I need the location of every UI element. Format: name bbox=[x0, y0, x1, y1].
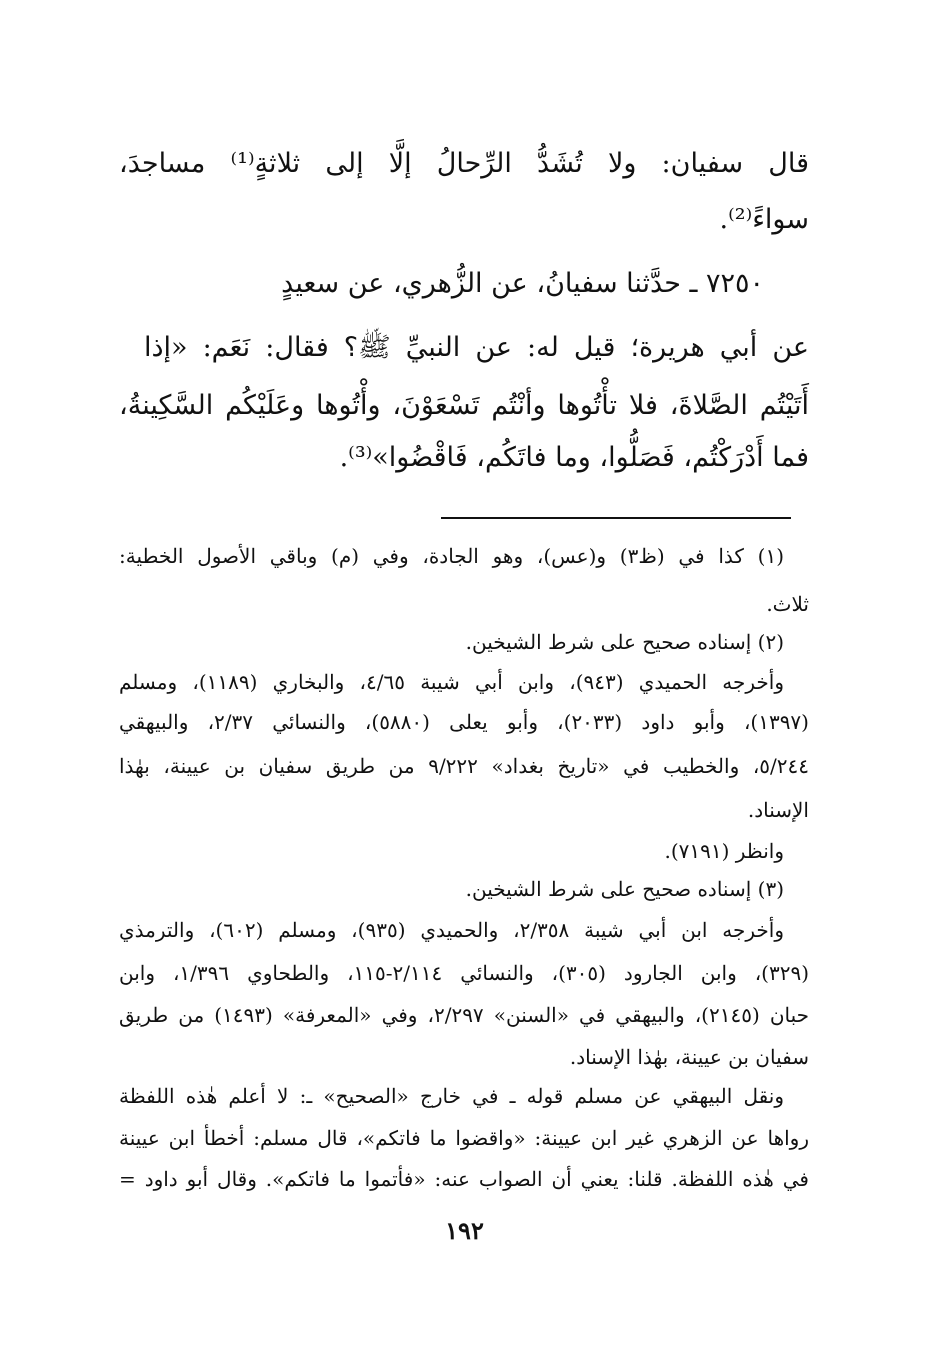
footnote-line: (٣٢٩)، وابن الجارود (٣٠٥)، والنسائي ٢/١١٤-١١٥، والطحاوي ١/٣٩٦، وابن bbox=[119, 961, 809, 985]
main-text-line: أَتَيْتُم الصَّلاةَ، فلا تأْتُوها وأنْتُم تَسْعَوْنَ، وأْتُوها وعَلَيْكُم السَّكِينةُ، bbox=[119, 390, 809, 421]
footnote-line: (٢) إسناده صحيح على شرط الشيخين. bbox=[465, 630, 784, 654]
footnote-line: وأخرجه ابن أبي شيبة ٢/٣٥٨، والحميدي (٩٣٥)، ومسلم (٦٠٢)، والترمذي bbox=[119, 918, 785, 942]
main-text-line: سواءً⁽²⁾. bbox=[719, 204, 809, 235]
hadith-number-line: ٧٢٥٠ ـ حدَّثنا سفيانُ، عن الزُّهري، عن سعيدٍ bbox=[281, 268, 764, 299]
footnote-line: وأخرجه الحميدي (٩٤٣)، وابن أبي شيبة ٤/٦٥، والبخاري (١١٨٩)، ومسلم bbox=[119, 670, 785, 694]
footnote-line: سفيان بن عيينة، بهٰذا الإسناد. bbox=[569, 1045, 809, 1069]
footnote-line: في هٰذه اللفظة. قلنا: يعني أن الصواب عنه: «فأتموا ما فاتكم». وقال أبو داود = bbox=[119, 1167, 809, 1191]
footnote-line: ثلاث. bbox=[766, 592, 809, 616]
main-text-line: قال سفيان: ولا تُشَدُّ الرِّحالُ إلَّا إلى ثلاثةٍ⁽¹⁾ مساجدَ، bbox=[119, 148, 809, 179]
page-number: ١٩٢ bbox=[445, 1216, 484, 1245]
footnote-line: ونقل البيهقي عن مسلم قوله ـ في خارج «الصحيح» ـ: لا أعلم هٰذه اللفظة bbox=[119, 1084, 784, 1108]
main-text-line: عن أبي هريرة؛ قيل له: عن النبيِّ ﷺ؟ فقال: نَعَم: «إذا bbox=[144, 332, 809, 363]
footnote-line: ٥/٢٤٤، والخطيب في «تاريخ بغداد» ٩/٢٢٢ من طريق سفيان بن عيينة، بهٰذا bbox=[119, 754, 809, 778]
main-text-line: فما أَدْرَكْتُم، فَصَلُّوا، وما فاتَكُم، فَاقْضُوا»⁽³⁾. bbox=[339, 442, 809, 473]
footnote-line: (١) كذا في (ظ٣) و(عس)، وهو الجادة، وفي (م) وباقي الأصول الخطية: bbox=[119, 544, 785, 568]
footnote-separator bbox=[441, 517, 791, 519]
footnote-line: رواها عن الزهري غير ابن عيينة: «واقضوا ما فاتكم»، قال مسلم: أخطأ ابن عيينة bbox=[119, 1126, 809, 1150]
footnote-line: الإسناد. bbox=[747, 798, 809, 822]
footnote-line: (١٣٩٧)، وأبو داود (٢٠٣٣)، وأبو يعلى (٥٨٨٠)، والنسائي ٢/٣٧، والبيهقي bbox=[119, 710, 809, 734]
footnote-line: (٣) إسناده صحيح على شرط الشيخين. bbox=[465, 877, 784, 901]
footnote-line: وانظر (٧١٩١). bbox=[664, 839, 784, 863]
footnote-line: حبان (٢١٤٥)، والبيهقي في «السنن» ٢/٢٩٧، وفي «المعرفة» (١٤٩٣) من طريق bbox=[119, 1003, 810, 1027]
